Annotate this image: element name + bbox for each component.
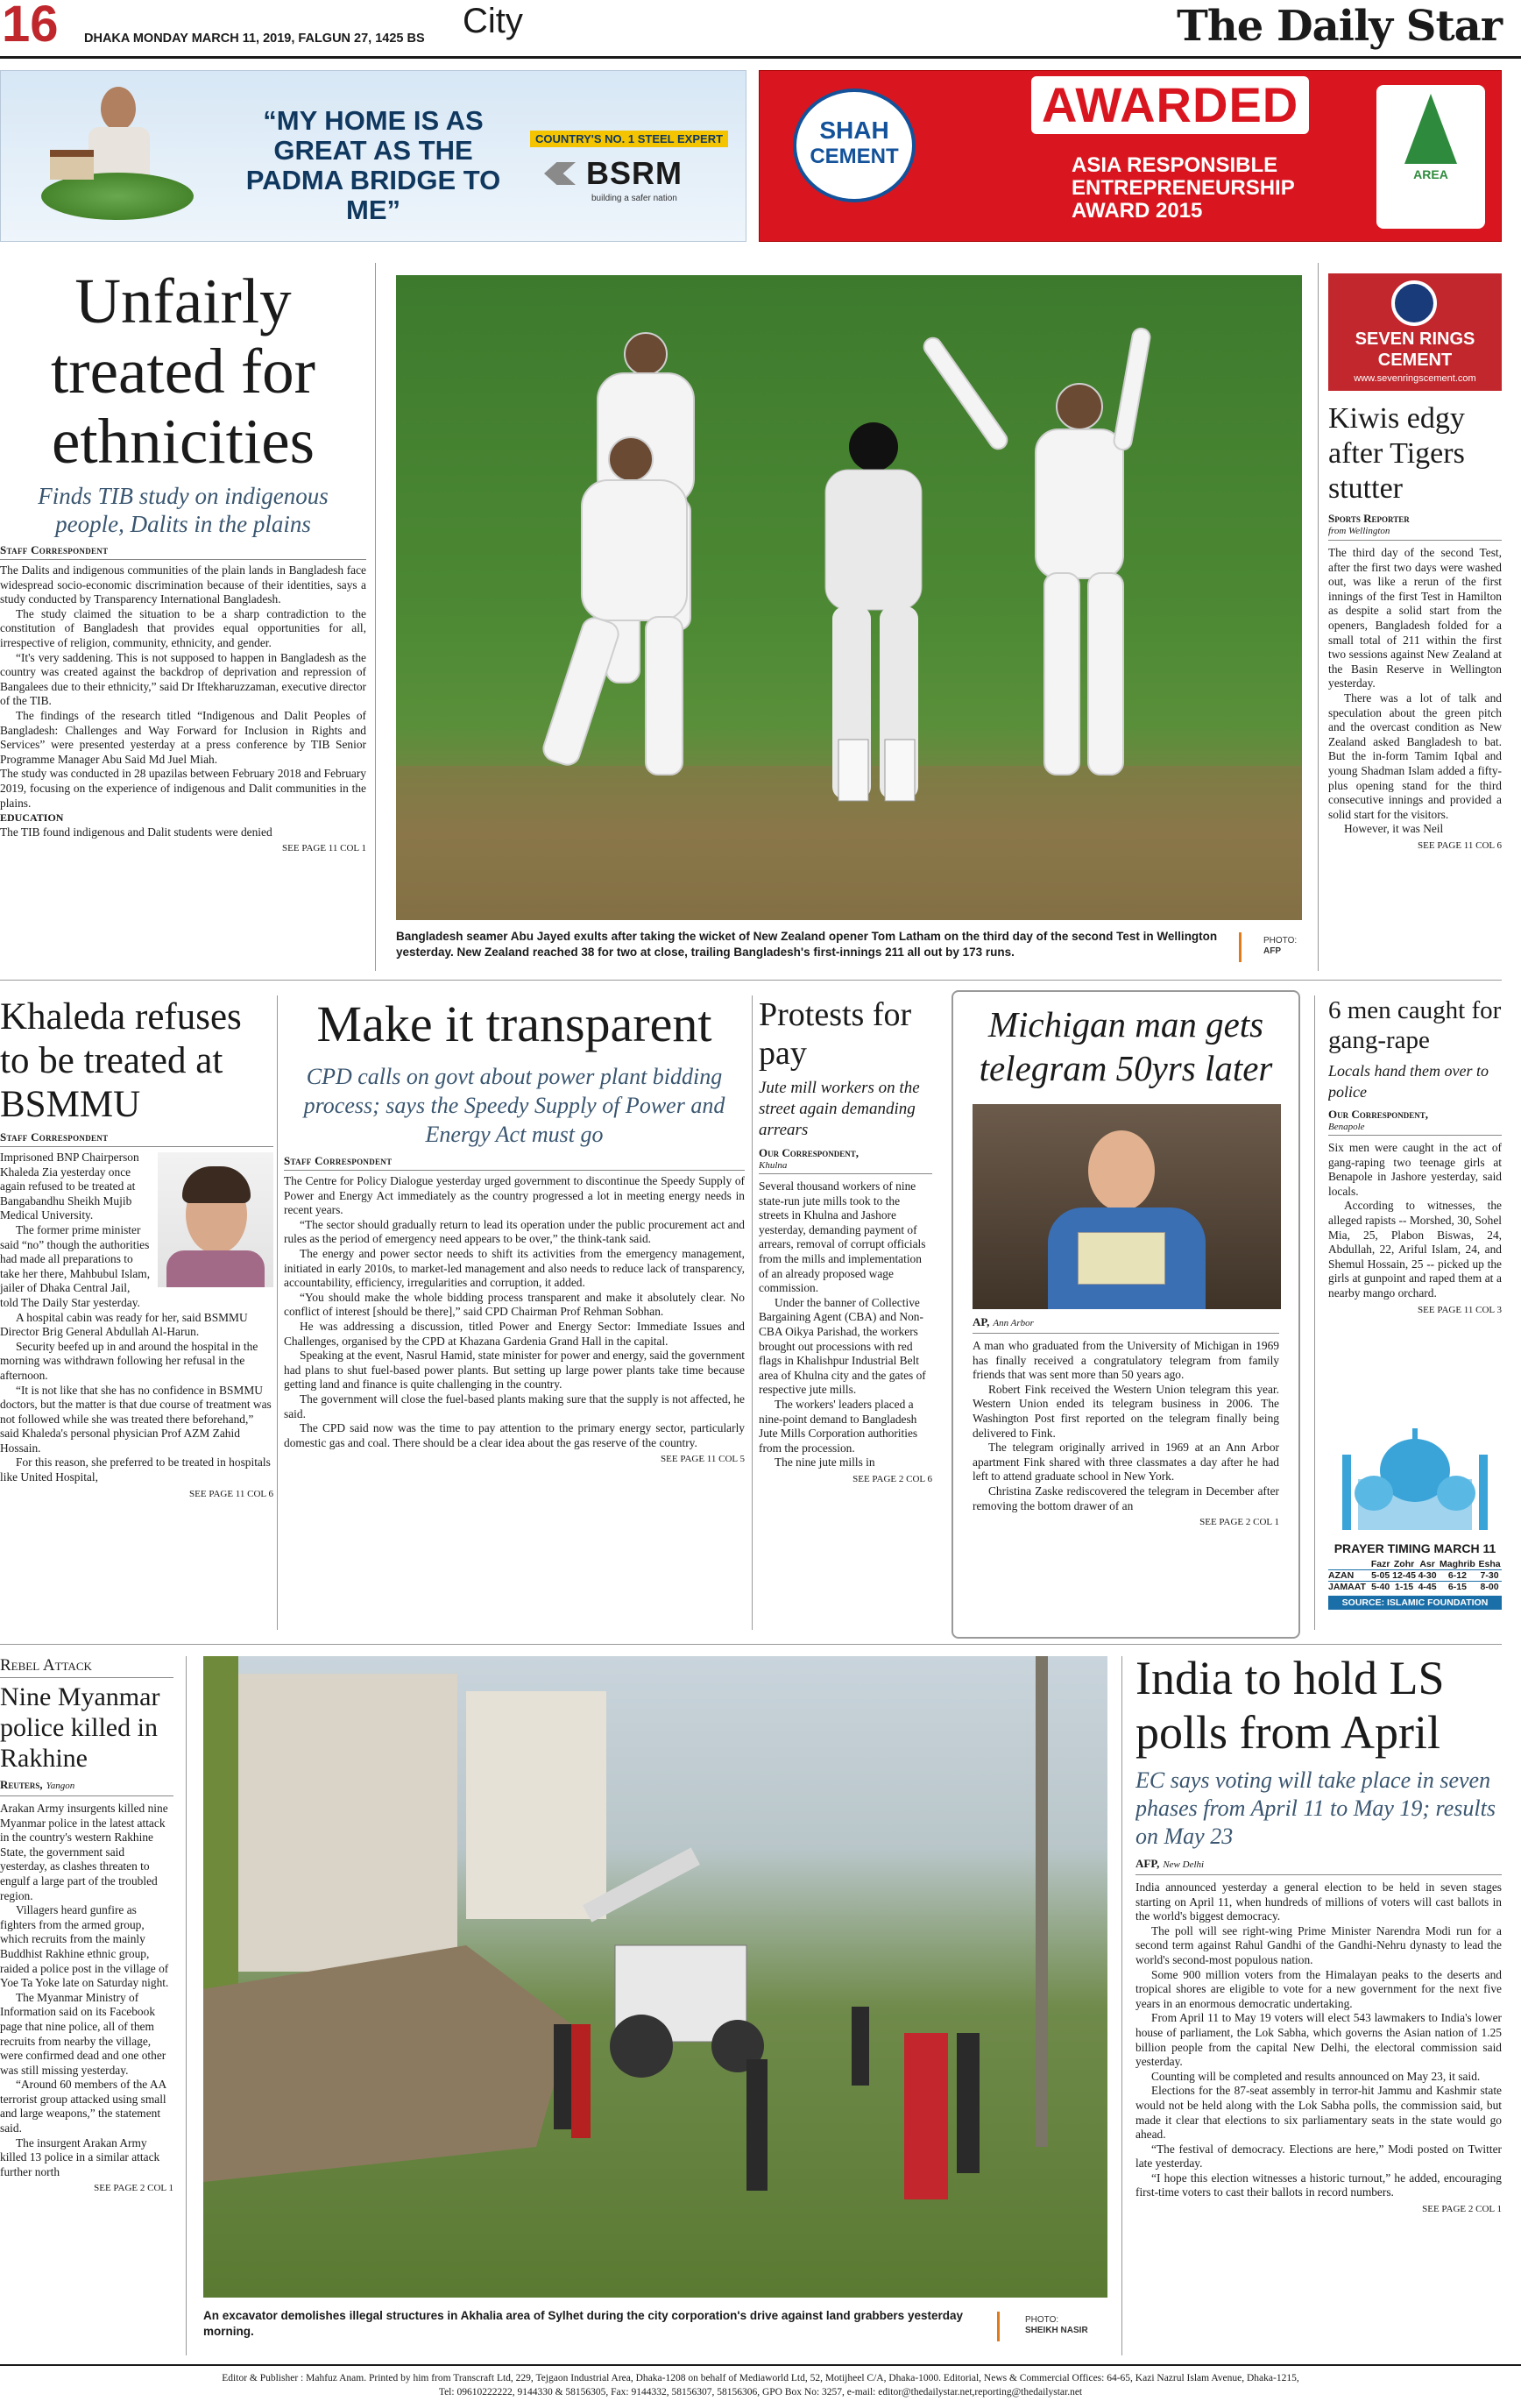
- telegram: [1078, 1232, 1165, 1285]
- prayer-row-label: AZAN: [1328, 1570, 1355, 1581]
- prayer-col: Maghrib: [1440, 1559, 1475, 1569]
- article-body: [284, 1174, 745, 1450]
- headline: Make it transparent: [316, 995, 712, 1052]
- man-face: [1088, 1130, 1155, 1211]
- byline: Staff Correspondent: [284, 1154, 745, 1171]
- headline: India to hold LS polls from April: [1135, 1652, 1445, 1759]
- story-michigan: [952, 990, 1300, 1639]
- paragraph: Imprisoned BNP Chairperson Khaleda Zia yesterday once again refused to be treated at Bangabandhu Sheikh Mujib Medical University.: [0, 1151, 139, 1222]
- article-body: [1135, 1880, 1502, 2200]
- prayer-col: Zohr: [1393, 1559, 1415, 1569]
- byline-location: Benapole: [1328, 1122, 1365, 1132]
- prayer-time: 7-30: [1480, 1570, 1499, 1581]
- bowler: [921, 327, 1151, 775]
- paragraph: The government will close the fuel-based plants making sure that the supply is not affected, he said.: [284, 1392, 745, 1420]
- see-page-link[interactable]: SEE PAGE 2 COL 6: [852, 1473, 932, 1484]
- paragraph: The CPD said now was the time to pay attention to the primary energy sector, particularly domestic gas and coal. There should be a clear idea about the gas reserve of the country.: [284, 1421, 745, 1449]
- paragraph: The Dalits and indigenous communities of the plain lands in Bangladesh face widespread socio-economic discrimination because of their identities, says a study conducted by Transparency International Bangladesh.: [0, 563, 366, 606]
- byline-location: from Wellington: [1328, 526, 1390, 536]
- paragraph: The study claimed the situation to be a sharp contradiction to the constitution of Bangladesh that provides equal opportunities for all, irrespective of religion, community, ethnicity, and gender.: [0, 606, 366, 649]
- byline: Our Correspondent,: [1328, 1108, 1429, 1121]
- bsrm-logo-mark: [544, 162, 576, 185]
- prayer-time: 4-45: [1418, 1582, 1437, 1592]
- byline-location: Yangon: [46, 1781, 75, 1791]
- see-page-link[interactable]: SEE PAGE 11 COL 3: [1418, 1304, 1502, 1315]
- see-page-link[interactable]: SEE PAGE 11 COL 1: [282, 843, 366, 854]
- imprint-footer: [0, 2364, 1521, 2408]
- paragraph: The third day of the second Test, after the first two days were washed out, was like a rerun of the first innings of the first Test in Hamilton as despite a solid start from the openers, Bangladesh folded for a small total of 211 within the first two sessions against New Zealand at the Basin Reserve in Wellington yesterday.: [1328, 546, 1502, 691]
- prayer-time: 6-15: [1447, 1582, 1467, 1592]
- paragraph: He was addressing a discussion, titled Power and Energy Sector: Immediate Issues and Challenges, organised by the CPD at Khazana Gardenia Grand Hall in the capital.: [284, 1319, 745, 1348]
- paragraph: The workers' leaders placed a nine-point demand to Bangladesh Jute Mills Corporation authorities from the procession.: [759, 1397, 918, 1455]
- shah-line1: ASIA RESPONSIBLE: [1072, 153, 1278, 177]
- byline-location: New Delhi: [1163, 1859, 1205, 1870]
- see-page-link[interactable]: SEE PAGE 2 COL 1: [94, 2183, 173, 2194]
- dateline: DHAKA MONDAY MARCH 11, 2019, FALGUN 27, 1425 BS: [84, 32, 425, 46]
- byline-location: Khulna: [759, 1160, 788, 1171]
- paragraph: The Myanmar Ministry of Information said on its Facebook page that nine police, all of them recruits from nearby the village, were confirmed dead and one other was still missing yesterday.: [0, 1990, 166, 2077]
- see-page-link[interactable]: SEE PAGE 2 COL 1: [1422, 2204, 1502, 2215]
- headline: Protests for pay: [759, 996, 912, 1072]
- paragraph: “It is not like that she has no confidence in BSMMU doctors, but the matter is that due course of treatment was not followed while she was treated there beforehand,” said Khaleda's personal physician Prof AZM Zahid Hossain.: [0, 1383, 272, 1455]
- prayer-time: 6-12: [1447, 1570, 1467, 1581]
- paragraph: For this reason, she preferred to be treated in hospitals like United Hospital,: [0, 1455, 271, 1484]
- paragraph: Several thousand workers of nine state-run jute mills took to the streets in Khulna and Jashore yesterday, demanding payment of arrears, removal of corrupt officials from the mills and implementation of an already proposed wage commission.: [759, 1179, 926, 1295]
- headline: Khaleda refuses to be treated at BSMMU: [0, 996, 242, 1125]
- see-page-link[interactable]: SEE PAGE 11 COL 6: [1418, 839, 1502, 851]
- excavator: [583, 1847, 764, 2078]
- prayer-row-label: JAMAAT: [1328, 1582, 1366, 1592]
- prayer-time: 5-40: [1371, 1582, 1390, 1592]
- story-cpd: [284, 995, 745, 1628]
- prayer-row-azan: [1328, 1570, 1502, 1582]
- headline: Unfairly treated for ethnicities: [51, 266, 315, 477]
- paragraph: The insurgent Arakan Army killed 13 police in a similar attack further north: [0, 2135, 160, 2178]
- paragraph: The energy and power sector needs to shift its activities from the emergency management, initiated in early 2010s, to market-led management and also needs to reduce lack of transparency, accountability, efficiency, irregularities and corruption, it added.: [284, 1246, 745, 1290]
- paragraph: Speaking at the event, Nasrul Hamid, state minister for power and energy, said the government had plans to shut fuel-based power plants. But setting up large power plants take time because getting land and finance is quite challenging in the country.: [284, 1349, 745, 1392]
- section-name: City: [463, 2, 523, 40]
- shah-line3: AWARD 2015: [1072, 199, 1203, 223]
- column-rule: [752, 995, 753, 1630]
- bsrm-tag: COUNTRY'S NO. 1 STEEL EXPERT: [530, 131, 728, 147]
- kicker: Rebel Attack: [0, 1656, 173, 1678]
- excavator-caption: An excavator demolishes illegal structures in Akhalia area of Sylhet during the city corporation's drive against land grabbers yesterday morning.: [203, 2309, 963, 2338]
- headline: 6 men caught for gang-rape: [1328, 996, 1502, 1054]
- cricket-scene: [396, 275, 1302, 920]
- masthead: The Daily Star: [1177, 2, 1502, 51]
- man-red-coat: [904, 2033, 948, 2199]
- deck: Locals hand them over to police: [1328, 1062, 1489, 1101]
- byline: Sports Reporter: [1328, 512, 1410, 525]
- paragraph: Six men were caught in the act of gang-raping two teenage girls at Benapole in Jashore yesterday, said locals.: [1328, 1141, 1502, 1198]
- paragraph: According to witnesses, the alleged rapists -- Morshed, 30, Sohel Mia, 25, Plabon Biswas, 24, Abdullah, 22, Ariful Islam, 24, and Shemul Hossain, 25 -- picked up the girls at gunpoint and raped them at a nearby mango orchard.: [1328, 1199, 1502, 1300]
- prayer-time: 4-30: [1418, 1570, 1437, 1581]
- paragraph: India announced yesterday a general election to be held in seven stages starting on April 11, when hundreds of millions of voters will cast ballots in the world's biggest democracy.: [1135, 1880, 1502, 1923]
- shah-line2: ENTREPRENEURSHIP: [1072, 176, 1295, 200]
- prayer-col: Fazr: [1370, 1559, 1390, 1569]
- area-label: AREA: [1413, 167, 1448, 181]
- paragraph: The nine jute mills in: [775, 1455, 875, 1470]
- prayer-time: 8-00: [1480, 1582, 1499, 1592]
- byline: Reuters,: [0, 1778, 43, 1791]
- deck: Jute mill workers on the street again demanding arrears: [759, 1079, 920, 1139]
- headline: Michigan man gets telegram 50yrs later: [979, 1004, 1273, 1088]
- man-head: [101, 87, 136, 131]
- utility-pole: [1036, 1656, 1048, 2147]
- paragraph: Security beefed up in and around the hospital in the morning was withdrawn following her refusal in the afternoon.: [0, 1339, 258, 1382]
- grass-island: [41, 173, 194, 220]
- michigan-photo: [973, 1104, 1281, 1309]
- headline: Kiwis edgy after Tigers stutter: [1328, 402, 1465, 505]
- seven-rings-ad: [1328, 273, 1502, 391]
- paragraph: Some 900 million voters from the Himalayan peaks to the deserts and tropical shores are eligible to vote for a new government for the next five years in an enormous democratic undertaking.: [1135, 1967, 1502, 2010]
- paragraph: Christina Zaske rediscovered the telegram in December after removing the bottom drawer of an: [973, 1484, 1279, 1512]
- paragraph: The telegram originally arrived in 1969 at an Ann Arbor apartment Fink shared with three classmates a day after he had left to attend graduate school in New York.: [973, 1441, 1279, 1484]
- article-body: [973, 1339, 1279, 1513]
- byline-location: Ann Arbor: [993, 1318, 1034, 1328]
- excavator-scene: [203, 1656, 1107, 2298]
- excavator-photo: [203, 1656, 1107, 2298]
- story-tib: [0, 263, 366, 971]
- story-kiwis: [1328, 401, 1502, 969]
- seven-rings-line2: CEMENT: [1377, 351, 1453, 370]
- building-left: [238, 1674, 457, 1972]
- shah-logo-bottom: CEMENT: [810, 145, 899, 168]
- byline: AFP,: [1135, 1857, 1160, 1870]
- caption-bar: [1239, 932, 1242, 962]
- deck: EC says voting will take place in seven phases from April 11 to May 19; results on May 23: [1135, 1767, 1496, 1849]
- column-rule: [1318, 263, 1319, 971]
- story-gangrape: [1328, 995, 1502, 1407]
- subhead: EDUCATION: [0, 811, 64, 825]
- deck: CPD calls on govt about power plant bidding process; says the Speedy Supply of Power and Energy Act must go: [303, 1064, 725, 1147]
- credit-name: SHEIKH NASIR: [1025, 2326, 1088, 2335]
- byline: Staff Correspondent: [0, 1130, 273, 1147]
- byline: Staff Correspondent: [0, 543, 366, 560]
- seven-rings-emblem: [1391, 280, 1437, 326]
- paragraph: A man who graduated from the University of Michigan in 1969 has finally received a congratulatory telegram from family friends that was sent more than 50 years ago.: [973, 1339, 1279, 1382]
- tree-left: [203, 1656, 238, 2024]
- area-award-logo: [1376, 85, 1485, 229]
- player-2: [541, 437, 687, 775]
- paragraph: Robert Fink received the Western Union telegram this year. Western Union ended its telegram business in 2006. The Washington Post first reported on the telegram finally being delivered to Fink.: [973, 1382, 1279, 1440]
- article-body: [1328, 1141, 1502, 1301]
- story-khaleda: [0, 995, 273, 1628]
- see-page-link[interactable]: SEE PAGE 11 COL 6: [189, 1488, 273, 1499]
- column-rule: [1121, 1656, 1122, 2355]
- credit-label: PHOTO:: [1025, 2315, 1059, 2325]
- deck: Finds TIB study on indigenous people, Dalits in the plains: [38, 483, 329, 537]
- shah-logo: [793, 89, 916, 202]
- paragraph: The TIB found indigenous and Dalit students were denied: [0, 825, 272, 839]
- paragraph: “The festival of democracy. Elections are here,” Modi posted on Twitter late yesterday.: [1135, 2142, 1502, 2171]
- khaleda-photo: [158, 1152, 273, 1287]
- sari: [166, 1250, 265, 1287]
- row-rule: [0, 980, 1502, 981]
- paragraph: Arakan Army insurgents killed nine Myanmar police in the latest attack in the country's western Rakhine State, the government said yesterday, as clashes threaten to engulf a large part of the troubled region.: [0, 1802, 168, 1902]
- paragraph: The poll will see right-wing Prime Minister Narendra Modi run for a second term against Rahul Gandhi of the Gandhi-Nehru dynasty to lead the world's second-most populous nation.: [1135, 1923, 1502, 1966]
- shah-logo-top: SHAH: [819, 117, 889, 144]
- article-body: [0, 1802, 173, 2179]
- paragraph: Counting will be completed and results announced on May 23, it said.: [1151, 2069, 1481, 2083]
- bsrm-ad: [0, 70, 746, 242]
- house: [50, 150, 94, 180]
- credit-name: AFP: [1263, 946, 1281, 956]
- prayer-time: 1-15: [1395, 1582, 1414, 1592]
- headline: Nine Myanmar police killed in Rakhine: [0, 1682, 160, 1773]
- see-page-link[interactable]: SEE PAGE 2 COL 1: [1199, 1517, 1279, 1528]
- bsrm-quote: “MY HOME IS AS GREAT AS THE PADMA BRIDGE TO ME”: [245, 105, 501, 225]
- page-number: 16: [2, 0, 59, 53]
- prayer-header-row: [1328, 1559, 1502, 1570]
- row-rule: [0, 1644, 1502, 1645]
- bsrm-slogan: building a safer nation: [591, 194, 677, 203]
- story-myanmar: [0, 1656, 173, 2357]
- paragraph: However, it was Neil: [1344, 822, 1444, 836]
- byline: Our Correspondent,: [759, 1146, 860, 1159]
- paragraph: The study was conducted in 28 upazilas between February 2018 and February 2019, focusing on the experience of indigenous and Dalit communities in the plains.: [0, 767, 366, 810]
- paragraph: Villagers heard gunfire as fighters from the armed group, which recruits from the mainly Buddhist Rakhine ethnic group, raided a police post in the village of Yoe Ta Yoke late on Saturday night.: [0, 1903, 169, 1990]
- header-rule: [0, 56, 1521, 59]
- mosque-illustration: [1328, 1420, 1502, 1535]
- article-body: [759, 1179, 932, 1470]
- hair: [182, 1166, 251, 1203]
- paragraph: There was a lot of talk and speculation about the green pitch and the overcast condition as New Zealand asked Bangladesh to bat. But the in-form Tamim Iqbal and young Shadman Islam added a fifty-plus opening stand for the third consecutive innings and provided a solid start for the visitors.: [1328, 691, 1502, 821]
- man-red-shirt: [571, 2024, 591, 2138]
- paragraph: The Centre for Policy Dialogue yesterday urged government to discontinue the Speedy Supply of Power and Energy Act immediately as the country progressed a lot in meeting energy needs in recent years.: [284, 1174, 745, 1217]
- bsrm-ad-photo: [32, 76, 199, 239]
- prayer-table: [1328, 1559, 1502, 1592]
- cricket-photo: [396, 275, 1302, 920]
- paragraph: Under the banner of Collective Bargaining Agent (CBA) and Non-CBA Oikya Parishad, the workers brought out processions with red flags in Khalishpur Industrial Belt area of Khulna city and the gates of respective jute mills.: [759, 1295, 926, 1397]
- paragraph: A hospital cabin was ready for her, said BSMMU Director Brig General Abdullah Al-Harun.: [0, 1310, 248, 1339]
- column-rule: [375, 263, 376, 971]
- paragraph: “Around 60 members of the AA terrorist group attacked using small and large weapons,” the statement said.: [0, 2078, 166, 2135]
- photo-credit: [1025, 2315, 1107, 2341]
- photo-credit: [1263, 936, 1307, 962]
- paragraph: “The sector should gradually return to lead its operation under the public procurement act and rules as the period of emergency need appears to be over,” the think-tank said.: [284, 1217, 745, 1246]
- building-mid: [466, 1691, 606, 1919]
- imprint-line-2: Tel: 09610222222, 9144330 & 58156305, Fax: 9144332, 58156307, 58156306, GPO Box No: 3257, e-mail: editor@thedailystar.net,reporting@thedailystar.net: [438, 2387, 1083, 2397]
- paragraph: Elections for the 87-seat assembly in terror-hit Jammu and Kashmir state would not be held along with the Lok Sabha polls, the commission said, but made it clear that elections to six parliamentary seats in the state would go ahead.: [1135, 2084, 1502, 2142]
- prayer-time: 5-05: [1371, 1570, 1390, 1581]
- cricket-caption: Bangladesh seamer Abu Jayed exults after taking the wicket of New Zealand opener Tom Latham on the third day of the second Test in Wellington yesterday. New Zealand reached 38 for two at close, trailing Bangladesh's first-innings 211 all out by 173 runs.: [396, 930, 1218, 959]
- bsrm-logo: BSRM: [586, 155, 683, 191]
- caption-bar: [997, 2312, 1000, 2341]
- byline: AP,: [973, 1315, 990, 1328]
- prayer-source: SOURCE: ISLAMIC FOUNDATION: [1328, 1596, 1502, 1610]
- column-rule: [1314, 995, 1315, 1630]
- article-body: [1328, 546, 1502, 837]
- paragraph: “I hope this election witnesses a historic turnout,” he added, encouraging first-time voters to cast their ballots in record numbers.: [1135, 2171, 1502, 2199]
- batsman: [825, 422, 922, 801]
- prayer-col: Esha: [1478, 1559, 1501, 1569]
- man-body: [88, 127, 150, 180]
- page-header: [0, 0, 1521, 61]
- story-protests: [759, 995, 932, 1628]
- seven-rings-line1: SEVEN RINGS: [1355, 329, 1475, 349]
- column-rule: [277, 995, 278, 1630]
- rubble: [203, 1945, 571, 2182]
- imprint-line-1: Editor & Publisher : Mahfuz Anam. Printed by him from Transcraft Ltd, 229, Tejgaon Industrial Area, Dhaka-1208 on behalf of Mediaworld Ltd, 52, Motijheel C/A, Dhaka-1000. Editorial, News & Commercial Offices: 64-65, Kazi Nazrul Islam Avenue, Dhaka-1215,: [222, 2373, 1299, 2383]
- story-india: [1135, 1651, 1502, 2357]
- prayer-time: 12-45: [1392, 1570, 1416, 1581]
- column-rule: [186, 1656, 187, 2355]
- paragraph: From April 11 to May 19 voters will elect 543 lawmakers to India's lower house of parliament, the Lok Sabha, which governs the Asian nation of 1.25 billion people from the capital New Delhi, the electoral commission said yesterday.: [1135, 2011, 1502, 2069]
- paragraph: The findings of the research titled “Indigenous and Dalit Peoples of Bangladesh: Challenges and Way Forward for Inclusion in Rights and Services” were presented yesterday at a press conference by TIB Senior Programme Manager Abu Said Md Juel Miah.: [0, 708, 366, 766]
- area-emblem: [1404, 94, 1457, 164]
- prayer-title: PRAYER TIMING MARCH 11: [1334, 1541, 1496, 1555]
- prayer-col: Asr: [1419, 1559, 1435, 1569]
- shah-cement-ad: [759, 70, 1502, 242]
- paragraph: “It's very saddening. This is not supposed to happen in Bangladesh as the country was created against the backdrop of deprivation and repression of Bangalees due to their ethnicity,” said Dr Iftekharuzzaman, executive director of the TIB.: [0, 650, 366, 708]
- shah-headline: AWARDED: [1031, 76, 1309, 134]
- paragraph: “You should make the whole bidding process transparent and make it absolutely clear. No conflict of interest [should be there],” said CPD Chairman Prof Rehman Sobhan.: [284, 1290, 745, 1319]
- prayer-row-jamaat: [1328, 1582, 1502, 1593]
- paragraph: The former prime minister said “no” though the authorities had made all preparations to take her there, Mahbubul Islam, jailer of Dhaka Central Jail, told The Daily Star yesterday.: [0, 1222, 151, 1309]
- credit-label: PHOTO:: [1263, 936, 1298, 945]
- seven-rings-url: www.sevenringscement.com: [1354, 373, 1476, 384]
- see-page-link[interactable]: SEE PAGE 11 COL 5: [661, 1454, 745, 1465]
- article-body: [0, 563, 366, 839]
- prayer-timing: [1328, 1420, 1502, 1639]
